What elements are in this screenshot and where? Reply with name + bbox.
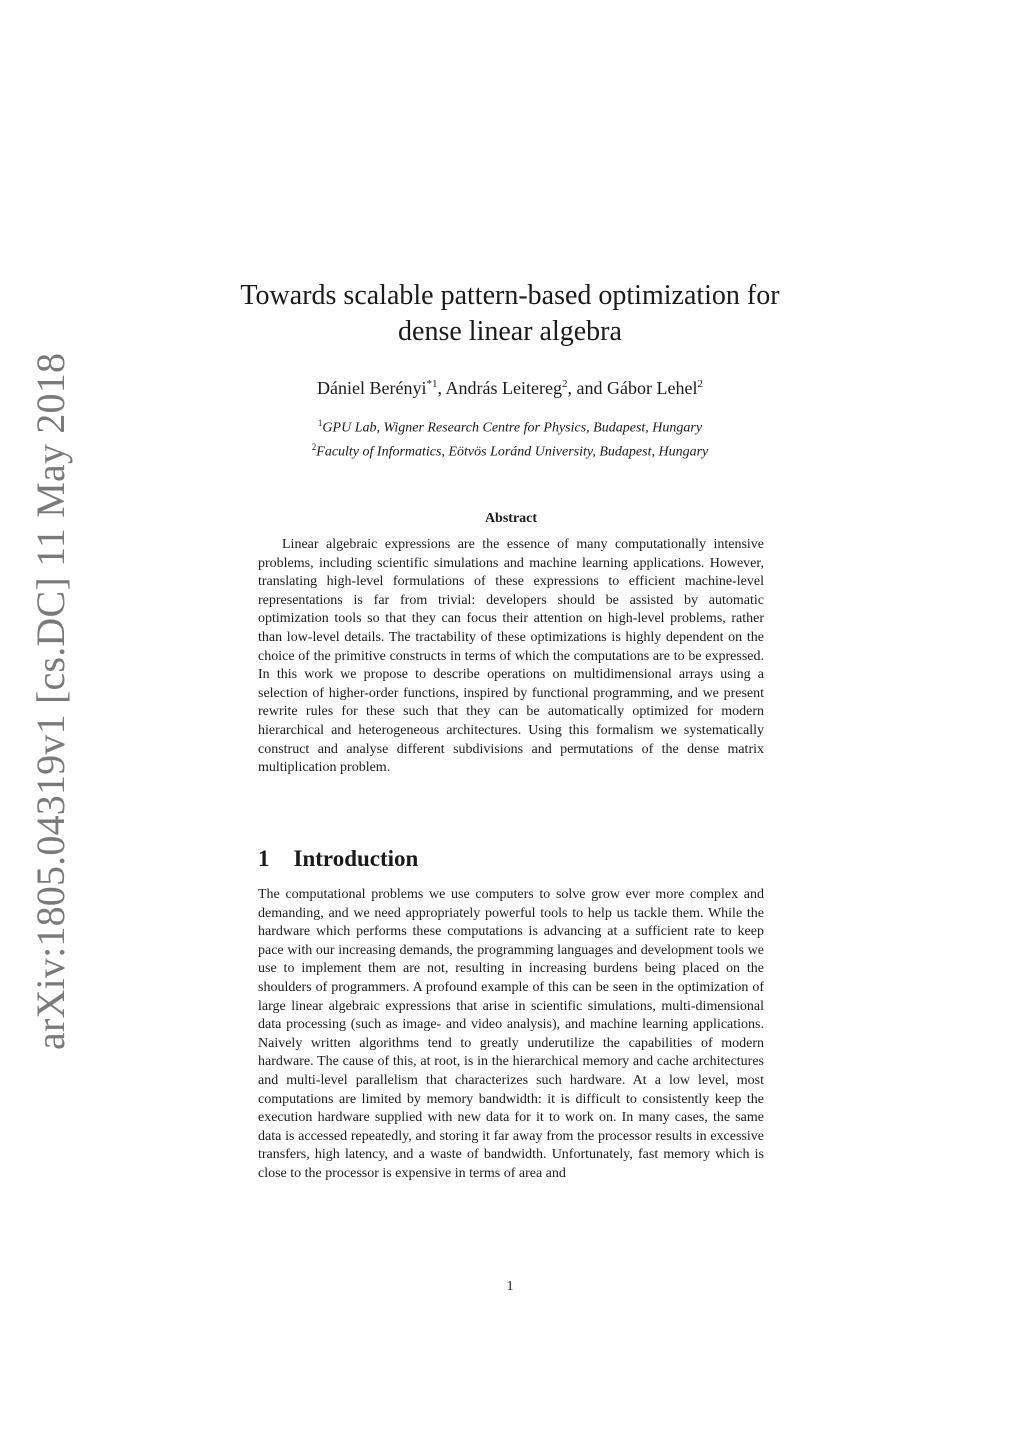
affiliation-item xyxy=(200,438,820,462)
author-name: Dániel Berényi xyxy=(317,378,427,398)
affiliation-mark: 2 xyxy=(311,441,317,452)
abstract-text: Linear algebraic expressions are the essence of many computationally intensive problems, including scientific simulations and machine learning applications. However, translating high-level formulations of these expressions to efficient machine-level representations is far from trivial: developers should be assisted by automatic optimization tools so that they can focus their attention on high-level problems, rather than low-level details. The tractability of these optimizations is highly dependent on the choice of the primitive constructs in terms of which the computations are to be expressed. In this work we propose to describe operations on multidimensional arrays using a selection of higher-order functions, inspired by functional programming, and we present rewrite rules for these such that they can be automatically optimized for modern hierarchical and heterogeneous architectures. Using this formalism we systematically construct and analyse different subdivisions and permutations of the dense matrix multiplication problem. xyxy=(258,537,764,776)
author-mark: 2 xyxy=(561,378,568,390)
author-list xyxy=(200,372,820,400)
section-number: 1 xyxy=(258,846,270,871)
affiliation-text: Faculty of Informatics, Eötvös Loránd University, Budapest, Hungary xyxy=(316,444,709,460)
affiliation-item xyxy=(200,414,820,438)
author-separator: , and xyxy=(567,378,607,398)
title-line-2: dense linear algebra xyxy=(398,316,622,347)
arxiv-identifier: arXiv:1805.04319v1 [cs.DC] 11 May 2018 xyxy=(28,352,73,1050)
abstract-heading: Abstract xyxy=(484,511,538,526)
section-heading xyxy=(258,844,418,874)
title-line-1: Towards scalable pattern-based optimization for xyxy=(240,280,780,311)
author-separator: , xyxy=(437,378,446,398)
author-mark: 2 xyxy=(697,378,703,390)
author-mark: *1 xyxy=(426,378,438,390)
affiliation-list xyxy=(200,414,820,461)
page-number: 1 xyxy=(506,1279,514,1294)
affiliation-mark: 1 xyxy=(317,418,323,428)
paper-title xyxy=(200,278,820,350)
author-name: Gábor Lehel xyxy=(606,378,698,398)
affiliation-text: GPU Lab, Wigner Research Centre for Physics, Budapest, Hungary xyxy=(322,420,703,436)
author-name: András Leitereg xyxy=(445,378,562,398)
section-body-text: The computational problems we use computers to solve grow ever more complex and demanding, and we need appropriately powerful tools to help us tackle them. While the hardware which performs these computations is advancing at a sufficient rate to keep pace with our increasing demands, the programming languages and development tools we use to implement them are not, resulting in increasing burdens being placed on the shoulders of programmers. A profound example of this can be seen in the optimization of large linear algebraic expressions that arise in scientific simulations, multi-dimensional data processing (such as image- and video analysis), and machine learning applications. Naively written algorithms tend to greatly underutilize the capabilities of modern hardware. The cause of this, at root, is in the hierarchical memory and cache architectures and multi-level parallelism that characterizes such hardware. At a low level, most computations are limited by memory bandwidth: it is difficult to consistently keep the execution hardware supplied with new data for it to work on. In many cases, the same data is accessed repeatedly, and storing it far away from the processor results in excessive transfers, high latency, and a waste of bandwidth. Unfortunately, fast memory which is close to the processor is expensive in terms of area and xyxy=(258,887,764,1181)
section-title: Introduction xyxy=(293,846,419,871)
